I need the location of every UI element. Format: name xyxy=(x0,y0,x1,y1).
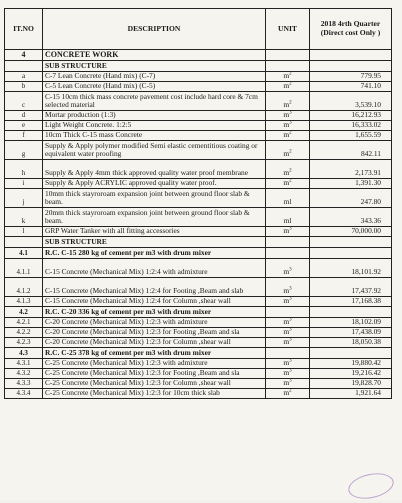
cell-description: C-20 Concrete (Mechanical Mix) 1:2:3 for Footing ,Beam and sla xyxy=(43,328,266,338)
cell-unit xyxy=(266,189,310,208)
cell-itno: 4.2.1 xyxy=(5,318,43,328)
unit-base: m xyxy=(283,286,290,296)
table-header-row xyxy=(5,9,392,50)
unit-base: m xyxy=(283,71,290,81)
cell-description: R.C. C-25 378 kg of cement per m3 with drum mixer xyxy=(43,348,266,359)
cell-unit xyxy=(266,328,310,338)
table-row xyxy=(5,237,392,248)
table-row xyxy=(5,111,392,121)
table-row xyxy=(5,359,392,369)
table-row xyxy=(5,278,392,297)
table-row xyxy=(5,131,392,141)
table-row xyxy=(5,141,392,160)
unit-exponent: 3 xyxy=(289,296,292,302)
cell-unit xyxy=(266,131,310,141)
cell-itno: 4.2 xyxy=(5,307,43,318)
cell-unit xyxy=(266,121,310,131)
header-description: DESCRIPTION xyxy=(43,9,266,50)
cell-cost xyxy=(310,248,392,259)
cell-description: Light Weight Concrete. 1:2:5 xyxy=(43,121,266,131)
cell-cost xyxy=(310,50,392,61)
stamp-mark xyxy=(346,469,396,502)
table-row xyxy=(5,348,392,359)
table-row xyxy=(5,259,392,278)
cell-itno: 4.1.3 xyxy=(5,297,43,307)
table-row xyxy=(5,82,392,92)
unit-base: ml xyxy=(283,216,292,226)
table-row xyxy=(5,121,392,131)
cell-unit xyxy=(266,141,310,160)
cell-cost: 18,101.92 xyxy=(310,259,392,278)
cell-cost: 18,102.09 xyxy=(310,318,392,328)
cell-unit xyxy=(266,72,310,82)
cell-unit xyxy=(266,111,310,121)
unit-exponent: 3 xyxy=(289,120,292,126)
cell-cost: 1,655.59 xyxy=(310,131,392,141)
unit-base: m xyxy=(283,358,290,368)
cell-itno: 4.3.4 xyxy=(5,389,43,399)
cell-itno: l xyxy=(5,227,43,237)
cell-description: Supply & Apply polymer modified Semi elastic cementitious coating or equivalent water proofing xyxy=(43,141,266,160)
table-row xyxy=(5,189,392,208)
unit-base: m xyxy=(283,168,290,178)
unit-base: m xyxy=(283,130,290,140)
cell-itno: c xyxy=(5,92,43,111)
table-row xyxy=(5,328,392,338)
cell-cost xyxy=(310,307,392,318)
cell-description: SUB STRUCTURE xyxy=(43,61,266,72)
cell-cost: 2,173.91 xyxy=(310,160,392,179)
cell-cost: 17,437.92 xyxy=(310,278,392,297)
cell-itno: 4.3.2 xyxy=(5,369,43,379)
cell-itno: d xyxy=(5,111,43,121)
cell-unit xyxy=(266,82,310,92)
cell-cost: 17,438.09 xyxy=(310,328,392,338)
cell-unit xyxy=(266,338,310,348)
unit-base: m xyxy=(283,149,290,159)
table-row xyxy=(5,50,392,61)
cell-itno: k xyxy=(5,208,43,227)
cell-unit xyxy=(266,278,310,297)
cell-cost: 247.80 xyxy=(310,189,392,208)
unit-base: m xyxy=(283,378,290,388)
cell-itno: a xyxy=(5,72,43,82)
cell-description: R.C. C-20 336 kg of cement per m3 with drum mixer xyxy=(43,307,266,318)
table-row xyxy=(5,227,392,237)
unit-exponent: 3 xyxy=(289,358,292,364)
unit-exponent: 2 xyxy=(289,130,292,136)
cell-unit xyxy=(266,227,310,237)
cell-cost: 18,050.38 xyxy=(310,338,392,348)
header-unit: UNIT xyxy=(266,9,310,50)
table-row xyxy=(5,179,392,189)
cell-unit xyxy=(266,61,310,72)
cell-itno: 4.3 xyxy=(5,348,43,359)
table-row xyxy=(5,338,392,348)
cell-description: Supply & Apply 4mm thick approved quality water proof membrane xyxy=(43,160,266,179)
unit-exponent: 2 xyxy=(289,100,292,106)
table-row xyxy=(5,318,392,328)
cell-unit xyxy=(266,160,310,179)
unit-base: m xyxy=(283,337,290,347)
header-itno: IT.NO xyxy=(5,9,43,50)
cell-itno xyxy=(5,61,43,72)
unit-base: m xyxy=(283,327,290,337)
unit-base: m xyxy=(283,100,290,110)
unit-exponent: 3 xyxy=(289,226,292,232)
cell-unit xyxy=(266,50,310,61)
unit-base: m xyxy=(283,267,290,277)
cell-description: C-15 10cm thick mass concrete pavement cost include hard core & 7cm selected material xyxy=(43,92,266,111)
cell-description: 20mm thick stayroroam expansion joint between ground floor slab & beam. xyxy=(43,208,266,227)
cell-description: C-15 Concrete (Mechanical Mix) 1:2:4 with admixture xyxy=(43,259,266,278)
table-row xyxy=(5,248,392,259)
cell-itno: g xyxy=(5,141,43,160)
cell-description: C-20 Concrete (Mechanical Mix) 1:2:3 with admixture xyxy=(43,318,266,328)
table-row xyxy=(5,369,392,379)
cell-unit xyxy=(266,389,310,399)
cell-cost xyxy=(310,348,392,359)
cell-unit xyxy=(266,318,310,328)
unit-exponent: 2 xyxy=(289,149,292,155)
cell-description: C-20 Concrete (Mechanical Mix) 1:2:3 for Column ,shear wall xyxy=(43,338,266,348)
cell-description: C-25 Concrete (Mechanical Mix) 1:2:3 with admixture xyxy=(43,359,266,369)
cell-cost: 1,391.30 xyxy=(310,179,392,189)
cell-description: Supply & Apply ACRYLIC approved quality water proof. xyxy=(43,179,266,189)
header-cost: 2018 4rth Quarter (Direct cost Only ) xyxy=(310,9,392,50)
cell-cost: 741.10 xyxy=(310,82,392,92)
cell-cost: 3,539.10 xyxy=(310,92,392,111)
table-body xyxy=(5,50,392,399)
cell-description: 10cm Thick C-15 mass Concrete xyxy=(43,131,266,141)
cell-itno: f xyxy=(5,131,43,141)
cell-cost xyxy=(310,237,392,248)
cell-cost: 779.95 xyxy=(310,72,392,82)
unit-exponent: 2 xyxy=(289,81,292,87)
cell-itno: 4.1 xyxy=(5,248,43,259)
table-row xyxy=(5,92,392,111)
cell-unit xyxy=(266,248,310,259)
cell-itno: j xyxy=(5,189,43,208)
table-row xyxy=(5,307,392,318)
unit-base: m xyxy=(283,368,290,378)
cell-description: C-15 Concrete (Mechanical Mix) 1:2:4 for Footing ,Beam and slab xyxy=(43,278,266,297)
cell-description: R.C. C-15 280 kg of cement per m3 with drum mixer xyxy=(43,248,266,259)
unit-base: m xyxy=(283,296,290,306)
cell-itno: b xyxy=(5,82,43,92)
cell-cost xyxy=(310,61,392,72)
unit-exponent: 2 xyxy=(289,388,292,394)
cell-cost: 16,333.02 xyxy=(310,121,392,131)
cell-itno: i xyxy=(5,179,43,189)
cell-description: CONCRETE WORK xyxy=(43,50,266,61)
unit-exponent: 3 xyxy=(289,327,292,333)
cell-cost: 16,212.93 xyxy=(310,111,392,121)
table-row xyxy=(5,379,392,389)
unit-base: m xyxy=(283,110,290,120)
unit-exponent: 3 xyxy=(289,368,292,374)
cell-unit xyxy=(266,259,310,278)
unit-exponent: 2 xyxy=(289,168,292,174)
cell-unit xyxy=(266,348,310,359)
unit-exponent: 3 xyxy=(289,286,292,292)
cell-unit xyxy=(266,208,310,227)
table-row xyxy=(5,297,392,307)
cell-cost: 1,921.64 xyxy=(310,389,392,399)
cell-cost: 19,828.70 xyxy=(310,379,392,389)
cell-unit xyxy=(266,369,310,379)
cell-description: C-25 Concrete (Mechanical Mix) 1:2:3 for Column ,shear wall xyxy=(43,379,266,389)
cell-unit xyxy=(266,179,310,189)
unit-base: m xyxy=(283,81,290,91)
table-row xyxy=(5,72,392,82)
unit-exponent: 3 xyxy=(289,110,292,116)
cell-description: C-25 Concrete (Mechanical Mix) 1:2:3 for Footing ,Beam and sla xyxy=(43,369,266,379)
cell-cost: 19,880.42 xyxy=(310,359,392,369)
cell-unit xyxy=(266,379,310,389)
unit-base: m xyxy=(283,226,290,236)
cell-description: C-7 Lean Concrete (Hand mix) (C-7) xyxy=(43,72,266,82)
unit-base: m xyxy=(283,317,290,327)
cell-description: C-25 Concrete (Mechanical Mix) 1:2:3 for 10cm thick slab xyxy=(43,389,266,399)
cell-itno: 4.1.1 xyxy=(5,259,43,278)
cell-description: 10mm thick stayroroam expansion joint between ground floor slab & beam. xyxy=(43,189,266,208)
unit-exponent: 3 xyxy=(289,337,292,343)
unit-exponent: 3 xyxy=(289,317,292,323)
cell-itno: 4.3.3 xyxy=(5,379,43,389)
unit-exponent: 3 xyxy=(289,378,292,384)
cell-cost: 343.36 xyxy=(310,208,392,227)
cell-itno xyxy=(5,237,43,248)
cell-itno: 4.2.2 xyxy=(5,328,43,338)
cell-itno: 4.3.1 xyxy=(5,359,43,369)
unit-base: m xyxy=(283,178,290,188)
cost-table xyxy=(4,8,392,399)
cell-description: SUB STRUCTURE xyxy=(43,237,266,248)
cell-cost: 842.11 xyxy=(310,141,392,160)
table-row xyxy=(5,208,392,227)
table-row xyxy=(5,61,392,72)
cell-itno: 4 xyxy=(5,50,43,61)
cell-description: C-15 Concrete (Mechanical Mix) 1:2:4 for Column ,shear wall xyxy=(43,297,266,307)
unit-base: ml xyxy=(283,197,292,207)
cell-unit xyxy=(266,297,310,307)
cell-description: GRP Water Tanker with all fitting accessories xyxy=(43,227,266,237)
unit-base: m xyxy=(283,388,290,398)
cell-cost: 19,216.42 xyxy=(310,369,392,379)
cell-unit xyxy=(266,92,310,111)
cell-unit xyxy=(266,237,310,248)
cell-unit xyxy=(266,359,310,369)
cell-itno: e xyxy=(5,121,43,131)
table-row xyxy=(5,389,392,399)
cell-description: C-5 Lean Concrete (Hand mix) (C-5) xyxy=(43,82,266,92)
cell-itno: 4.2.3 xyxy=(5,338,43,348)
unit-base: m xyxy=(283,120,290,130)
cell-cost: 17,168.38 xyxy=(310,297,392,307)
cell-itno: h xyxy=(5,160,43,179)
cell-cost: 70,000.00 xyxy=(310,227,392,237)
unit-exponent: 2 xyxy=(289,71,292,77)
cell-itno: 4.1.2 xyxy=(5,278,43,297)
cell-unit xyxy=(266,307,310,318)
unit-exponent: 2 xyxy=(289,178,292,184)
cell-description: Mortar production (1:3) xyxy=(43,111,266,121)
table-row xyxy=(5,160,392,179)
unit-exponent: 3 xyxy=(289,267,292,273)
